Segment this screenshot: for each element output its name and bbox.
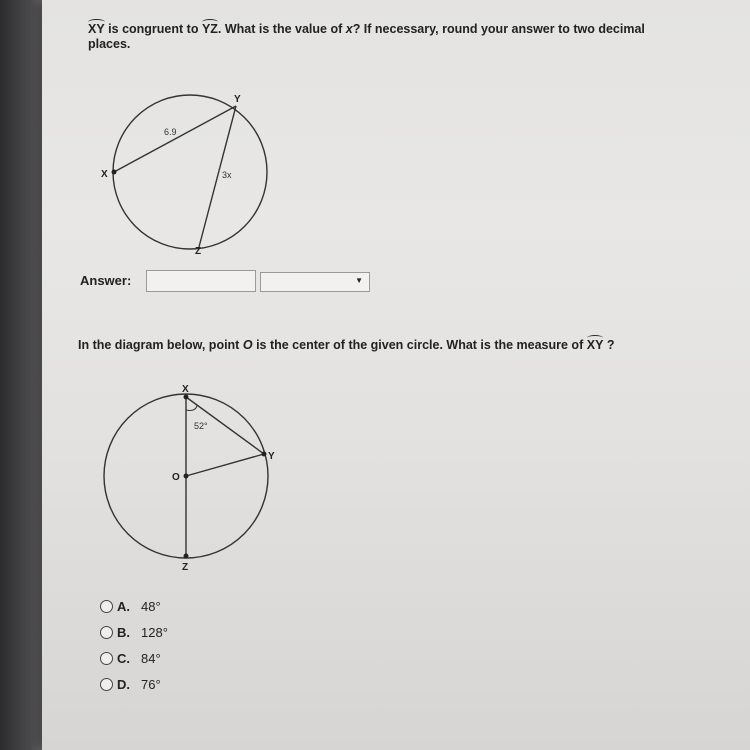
q1-text-part1: is congruent to: [108, 22, 199, 36]
radio-c[interactable]: [100, 652, 113, 665]
choice-d-letter: D.: [117, 677, 130, 692]
arc-xy-notation-2: XY: [587, 334, 604, 352]
point-x-2: [184, 395, 189, 400]
label-chord-yz: 3x: [222, 170, 232, 180]
arc-yz-notation: YZ: [202, 18, 218, 37]
angle-label: 52°: [194, 421, 208, 431]
question-1-text: [88, 18, 688, 52]
label-o: O: [172, 472, 180, 483]
chevron-down-icon: ▼: [355, 276, 363, 285]
answer-input[interactable]: [146, 270, 256, 292]
q2-text-part1: In the diagram below, point: [78, 338, 240, 352]
arc-xy-notation: XY: [88, 18, 105, 37]
radio-b[interactable]: [100, 626, 113, 639]
circle-diagram-1: [90, 88, 290, 258]
circle-1: [113, 95, 267, 249]
label-y: Y: [234, 94, 241, 105]
point-o: [184, 474, 189, 479]
label-z-2: Z: [182, 562, 189, 573]
choice-c-letter: C.: [117, 651, 130, 666]
choice-b-value: 128°: [141, 625, 168, 640]
radio-d[interactable]: [100, 678, 113, 691]
q1-text-part3: ? If necessary, round your answer to two decimal places.: [88, 22, 645, 51]
answer-label: Answer:: [80, 273, 132, 288]
chord-xy: [114, 106, 236, 172]
choice-b-letter: B.: [117, 625, 130, 640]
radio-a[interactable]: [100, 600, 113, 613]
q2-text-part2: is the center of the given circle. What is the measure of: [256, 338, 584, 352]
choice-a-letter: A.: [117, 599, 130, 614]
label-z: Z: [195, 246, 202, 257]
angle-arc: [186, 405, 197, 410]
desk-edge-shadow: [0, 0, 42, 750]
circle-diagram-2: [95, 380, 285, 575]
label-y-2: Y: [268, 451, 275, 462]
choice-c-value: 84°: [141, 651, 161, 666]
q2-point-o: O: [242, 338, 253, 352]
point-z-2: [184, 554, 189, 559]
point-x: [112, 170, 117, 175]
radius-oy: [186, 454, 264, 476]
label-x-2: X: [182, 384, 189, 395]
choice-d-value: 76°: [141, 677, 161, 692]
point-y-2: [262, 452, 267, 457]
label-x: X: [101, 169, 108, 180]
question-2-text: [78, 334, 615, 352]
label-chord-xy: 6.9: [164, 127, 177, 137]
q1-variable: x: [345, 22, 353, 36]
choice-a-value: 48°: [141, 599, 161, 614]
q1-text-part2: . What is the value of: [217, 22, 343, 36]
q2-question-mark: ?: [606, 338, 615, 352]
unit-dropdown[interactable]: [260, 272, 370, 292]
